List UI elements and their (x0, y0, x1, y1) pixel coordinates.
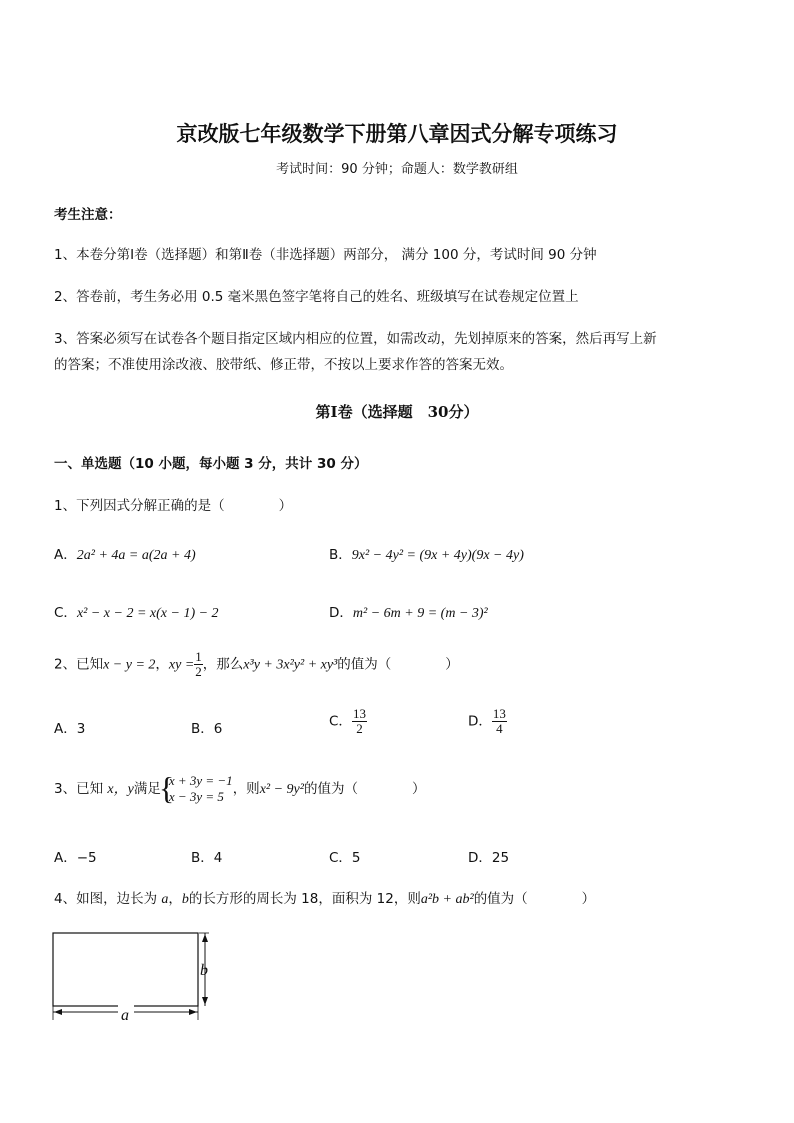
question-2-option-d[interactable] (468, 707, 507, 736)
numerator: 13 (352, 706, 366, 721)
stem-text: 3、已知 (54, 781, 104, 797)
stem-text: 的值为（ ） (303, 781, 426, 797)
question-2-option-c[interactable] (329, 707, 367, 736)
stem-text: 的长方形的周长为 18，面积为 12，则 (188, 891, 421, 907)
notice-item-2: 2、答卷前，考生务必用 0.5 毫米黑色签字笔将自己的姓名、班级填写在试卷规定位置上 (54, 289, 579, 305)
option-expression: m² − 6m + 9 = (m − 3)² (352, 606, 488, 621)
question-2-stem (54, 650, 459, 679)
numerator: 13 (492, 706, 506, 721)
arrow-down-icon (202, 997, 208, 1005)
question-1-option-a[interactable] (54, 543, 196, 564)
rectangle-shape (53, 933, 198, 1006)
denominator: 4 (496, 721, 503, 736)
brace-icon: { (158, 770, 175, 806)
option-expression: 2a² + 4a = a(2a + 4) (76, 548, 196, 563)
arrow-right-icon (189, 1009, 197, 1015)
rectangle-figure (48, 928, 223, 1024)
section-heading: 一、单选题（10 小题，每小题 3 分，共计 30 分） (54, 456, 368, 472)
stem-text: 的值为（ ） (337, 656, 459, 673)
arrow-left-icon (54, 1009, 62, 1015)
question-1-option-b[interactable] (329, 543, 524, 564)
option-label: B． (329, 547, 352, 563)
exam-info: 考试时间：90 分钟；命题人：数学教研组 (276, 162, 518, 177)
arrow-up-icon (202, 934, 208, 942)
option-expression: x² − x − 2 = x(x − 1) − 2 (76, 606, 219, 621)
target-expression: x³y + 3x²y² + xy³ (243, 657, 338, 673)
question-3-option-d[interactable]: D．25 (468, 850, 510, 866)
fraction (194, 650, 203, 679)
label-a: a (121, 1007, 129, 1024)
notice-item-3-line-2: 的答案；不准使用涂改液、胶带纸、修正带，不按以上要求作答的答案无效。 (54, 357, 513, 373)
fraction (352, 707, 367, 736)
stem-text: 满足 (133, 781, 161, 797)
question-2-option-b[interactable]: B．6 (191, 721, 223, 737)
question-1-option-c[interactable] (54, 601, 219, 622)
option-label: D． (329, 605, 353, 621)
option-label: C． (329, 713, 352, 730)
question-3-stem (54, 770, 426, 806)
question-3-option-a[interactable]: A．−5 (54, 850, 97, 866)
stem-text: 4、如图，边长为 (54, 891, 158, 907)
notice-heading: 考生注意： (54, 207, 122, 223)
numerator: 1 (195, 649, 202, 664)
question-3-option-c[interactable]: C．5 (329, 850, 361, 866)
notice-item-3-line-1: 3、答案必须写在试卷各个题目指定区域内相应的位置，如需改动，先划掉原来的答案，然后再写上新 (54, 331, 657, 347)
question-4-stem (54, 887, 595, 908)
option-label: D． (468, 713, 492, 730)
stem-text: ，则 (232, 781, 260, 797)
label-b: b (200, 962, 208, 979)
option-label: C． (54, 605, 77, 621)
equation-1: x + 3y = −1 (168, 773, 233, 788)
equation-2: x − 3y = 5 (168, 789, 224, 804)
fraction (492, 707, 507, 736)
target-expression: x² − 9y² (259, 782, 304, 797)
stem-text: ，那么 (202, 656, 244, 673)
question-1-option-d[interactable] (329, 601, 488, 622)
condition-1: x − y = 2 (103, 657, 156, 673)
stem-text: 2、已知 (54, 656, 104, 673)
question-3-option-b[interactable]: B．4 (191, 850, 223, 866)
variable-b: b (181, 892, 189, 907)
denominator: 2 (195, 664, 202, 679)
variable-a: a (161, 892, 169, 907)
stem-text: ， (155, 656, 169, 673)
option-expression: 9x² − 4y² = (9x + 4y)(9x − 4y) (351, 548, 524, 563)
stem-text: ， (168, 891, 182, 907)
notice-item-1: 1、本卷分第Ⅰ卷（选择题）和第Ⅱ卷（非选择题）两部分， 满分 100 分，考试时间 90 分钟 (54, 247, 597, 263)
target-expression: a²b + ab² (420, 892, 474, 907)
variables: x，y (107, 782, 134, 797)
option-label: A． (54, 547, 77, 563)
stem-text: 的值为（ ） (473, 891, 596, 907)
condition-2: xy = (168, 657, 195, 673)
page-title: 京改版七年级数学下册第八章因式分解专项练习 (176, 121, 618, 146)
question-2-option-a[interactable]: A．3 (54, 721, 86, 737)
question-1-stem: 1、下列因式分解正确的是（ ） (54, 498, 293, 514)
equation-system (158, 770, 233, 806)
part-heading: 第Ⅰ卷（选择题 30分） (315, 403, 479, 421)
denominator: 2 (356, 721, 363, 736)
